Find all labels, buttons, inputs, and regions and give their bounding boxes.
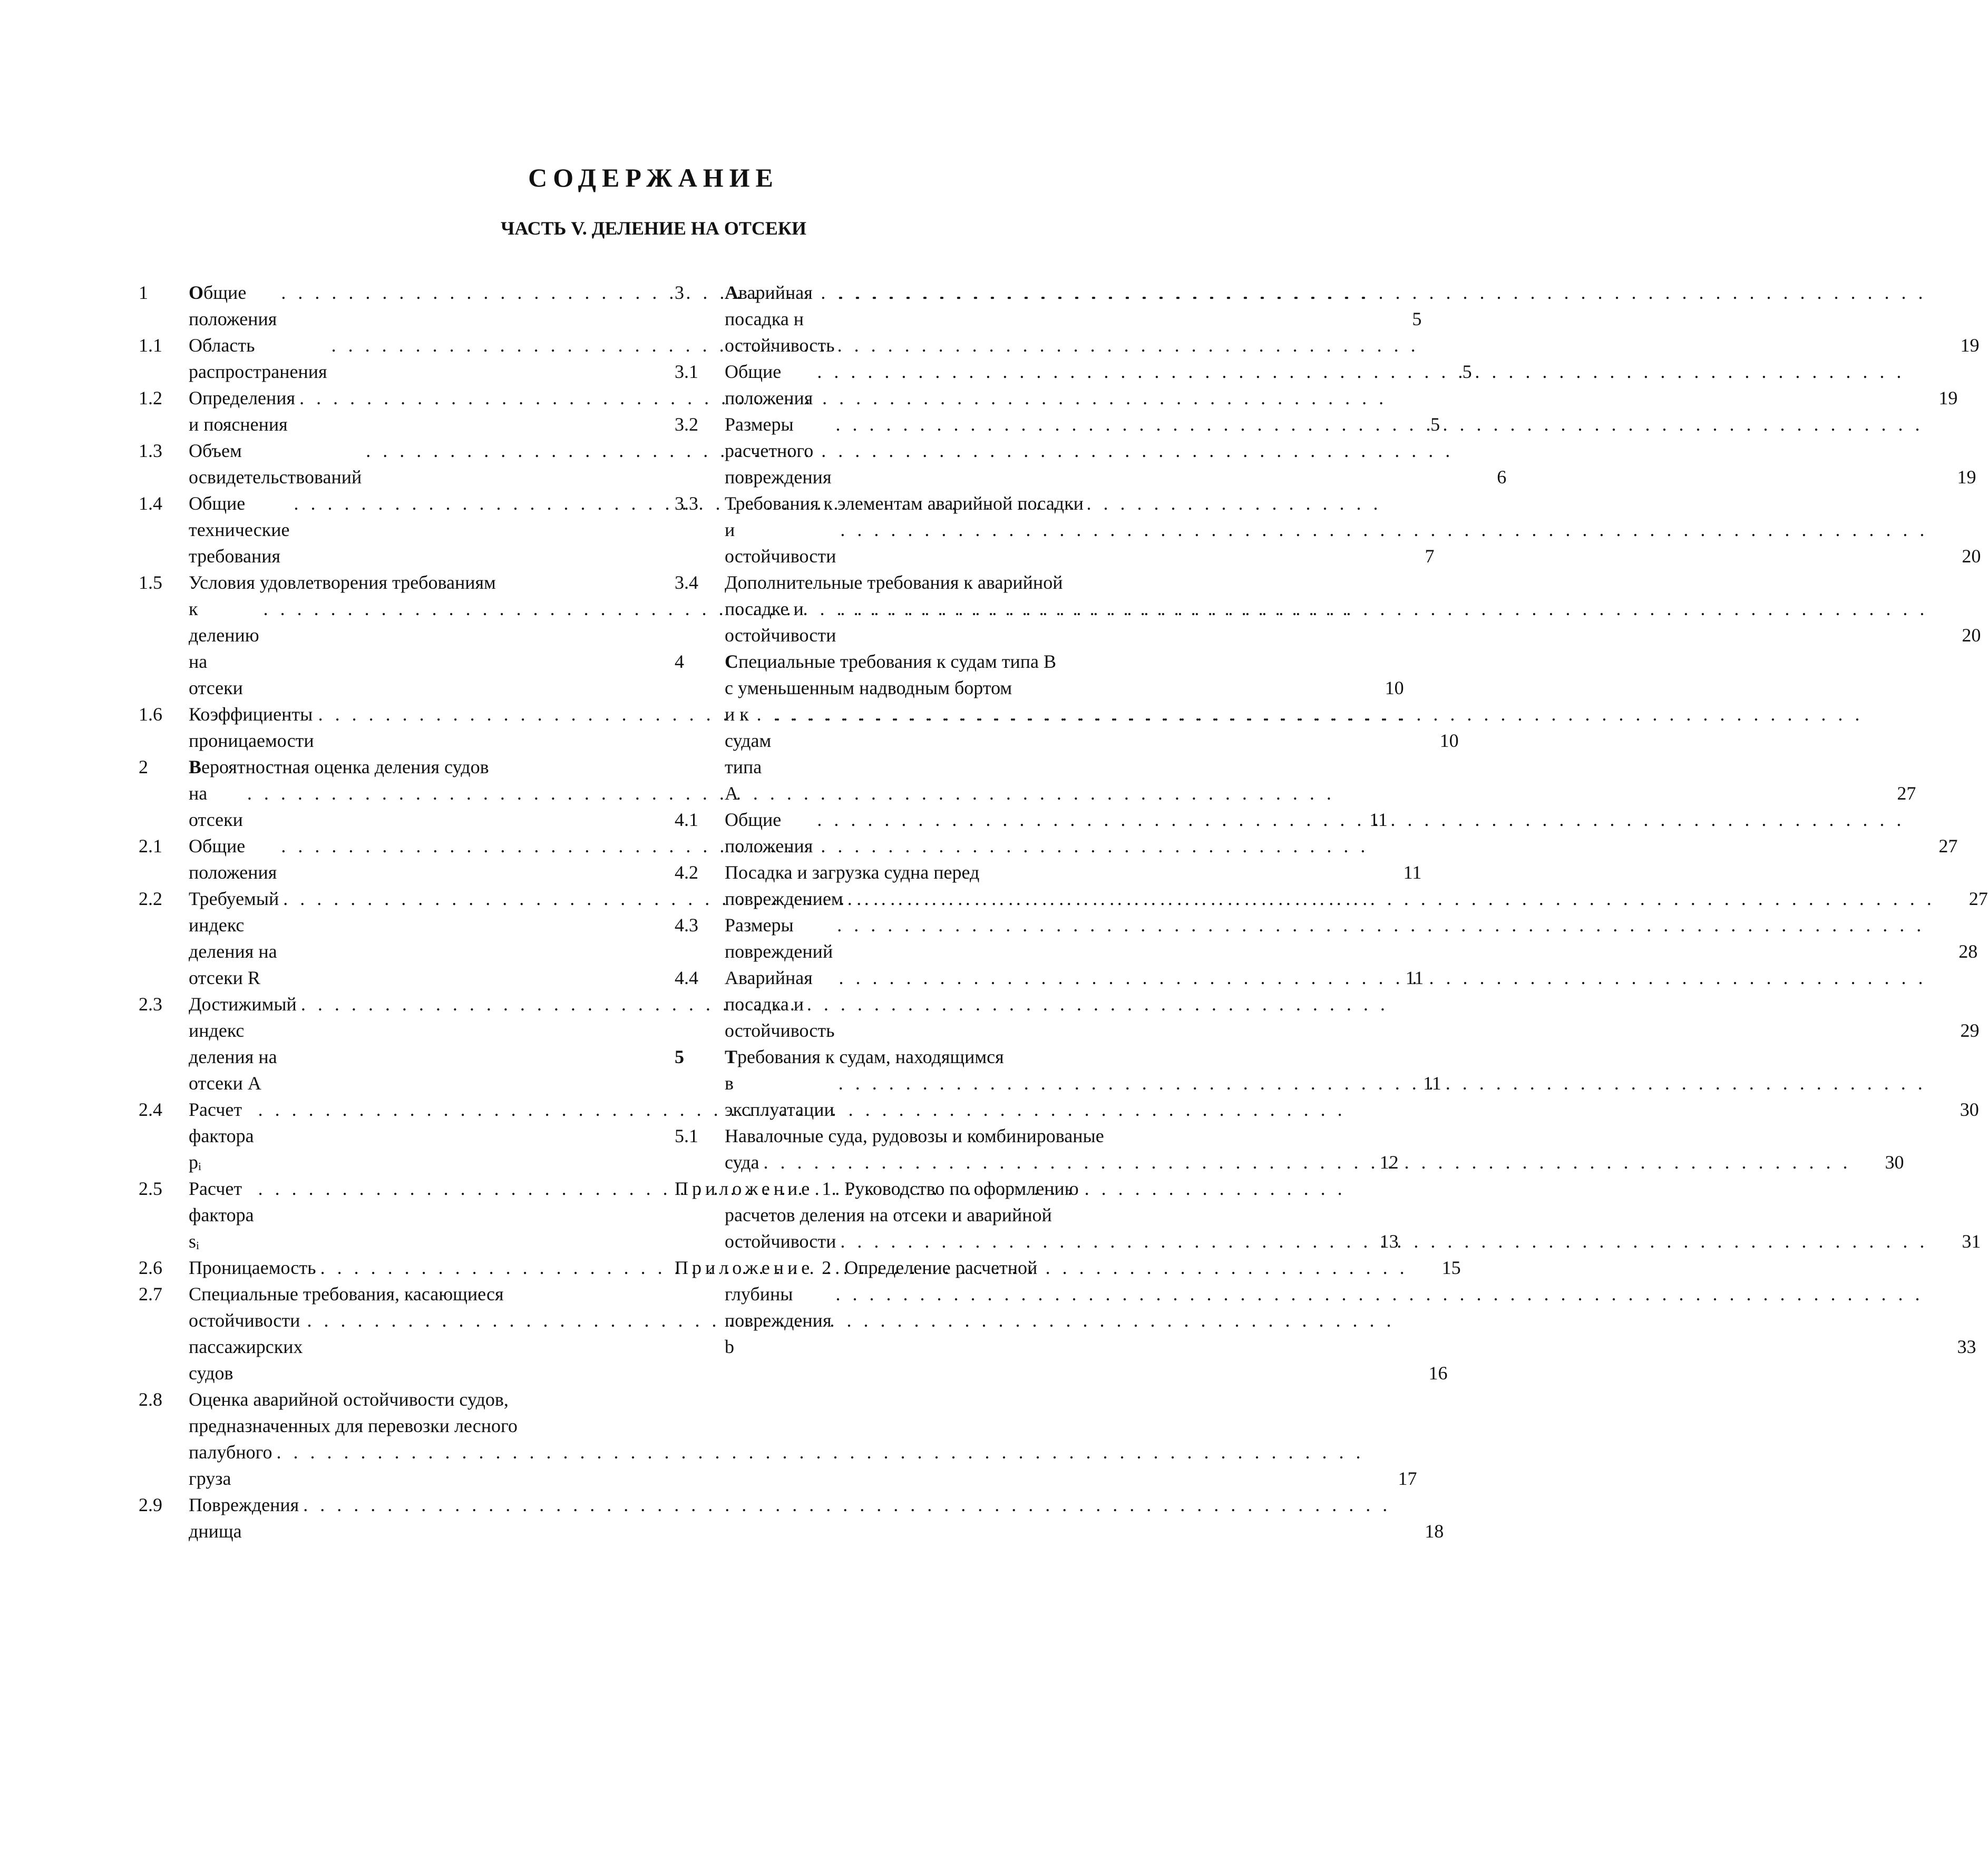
toc-entry-text: Аварийная посадка н остойчивость bbox=[725, 282, 835, 356]
toc-entry-text: Повреждения днища bbox=[189, 1494, 299, 1542]
toc-entry-line bbox=[725, 806, 1905, 859]
toc-entry-title bbox=[725, 648, 1863, 806]
page-title: СОДЕРЖАНИЕ bbox=[528, 163, 779, 192]
toc-entry-line bbox=[189, 1492, 1391, 1544]
toc-entry-text: Расчет фактора pᵢ bbox=[189, 1099, 254, 1173]
toc-entry-line bbox=[675, 1202, 1928, 1228]
toc-entry-line bbox=[189, 1413, 1365, 1439]
toc-entry-number: 5 bbox=[675, 1046, 684, 1067]
toc-entry-title bbox=[725, 569, 1928, 648]
toc-entry-text: с уменьшенным надводным бортом bbox=[725, 677, 1012, 698]
toc-entry-text: Навалочные суда, рудовозы и комбинированые bbox=[725, 1125, 1104, 1146]
toc-entry-number: 2.1 bbox=[139, 835, 162, 857]
toc-entry-page: 11 bbox=[1369, 809, 1388, 830]
toc-entry-number: 4.3 bbox=[675, 914, 698, 936]
toc-entry-text: предназначенных для перевозки лесного bbox=[189, 1415, 518, 1436]
toc-entry-title bbox=[725, 1044, 1926, 1123]
toc-entry-text: суда bbox=[725, 1152, 759, 1173]
toc-entry-page: 30 bbox=[1960, 1099, 1979, 1120]
toc-entry-page: 30 bbox=[1885, 1152, 1904, 1173]
toc-entry[interactable] bbox=[675, 358, 1958, 411]
toc-entry-line bbox=[725, 965, 1927, 1044]
toc-entry-text: на отсеки bbox=[189, 783, 243, 830]
toc-entry-page: 15 bbox=[1441, 1257, 1461, 1278]
toc-appendix-title bbox=[675, 1175, 1928, 1254]
toc-entry-page: 17 bbox=[1398, 1468, 1417, 1489]
toc-entry-number: 4.2 bbox=[675, 862, 698, 883]
toc-entry-page: 11 bbox=[1405, 967, 1424, 988]
toc-entry-number: 4 bbox=[675, 651, 684, 672]
dot-leader bbox=[835, 965, 1927, 991]
toc-entry-line bbox=[725, 675, 1863, 701]
toc-appendix-title bbox=[675, 1254, 1924, 1360]
toc-entry-page: 19 bbox=[1938, 387, 1958, 408]
toc-entry-text: Расчет фактора sᵢ bbox=[189, 1178, 254, 1252]
toc-entry-page: 5 bbox=[1462, 361, 1472, 382]
toc-entry[interactable] bbox=[139, 1492, 1444, 1544]
toc-entry-line bbox=[725, 596, 1928, 648]
toc-entry-number: 2.4 bbox=[139, 1099, 162, 1120]
toc-entry-text: Специальные требования, касающиеся bbox=[189, 1283, 504, 1305]
dot-leader bbox=[299, 1492, 1391, 1518]
toc-entry-line bbox=[725, 517, 1928, 569]
toc-entry-line bbox=[725, 1123, 1851, 1149]
toc-entry-page: 10 bbox=[1385, 677, 1404, 698]
dot-leader bbox=[832, 411, 1924, 437]
toc-entry-text: Общие положения bbox=[189, 282, 277, 329]
toc-entry-text: Оценка аварийной остойчивости судов, bbox=[189, 1389, 509, 1410]
toc-entry-text: Общие технические требования bbox=[189, 493, 290, 567]
toc-entry-number: 2.8 bbox=[139, 1389, 162, 1410]
toc-entry-page: 31 bbox=[1962, 1231, 1981, 1252]
toc-entry-page: 20 bbox=[1962, 546, 1981, 567]
toc-entry-text: . Определение расчетной bbox=[835, 1257, 1038, 1278]
toc-entry-line bbox=[725, 569, 1928, 596]
toc-entry-title bbox=[189, 1492, 1391, 1544]
toc-entry-number: 3.4 bbox=[675, 572, 698, 593]
toc-entry-title bbox=[725, 806, 1905, 859]
toc-entry-page: 5 bbox=[1412, 308, 1422, 329]
toc-entry-title bbox=[725, 411, 1924, 490]
toc-entry-line bbox=[725, 279, 1927, 358]
toc-entry-text: расчетов деления на отсеки и аварийной bbox=[725, 1204, 1052, 1225]
toc-entry-line bbox=[725, 912, 1925, 965]
toc-entry-page: 7 bbox=[1425, 546, 1435, 567]
toc-entry-text: Общие положения bbox=[725, 809, 813, 857]
toc-entry[interactable] bbox=[675, 279, 1980, 358]
toc-entry-page: 27 bbox=[1897, 783, 1916, 804]
toc-entry-number: 1.3 bbox=[139, 440, 162, 461]
toc-entry-line bbox=[675, 1228, 1928, 1254]
toc-entry-text: в эксплуатации bbox=[725, 1073, 834, 1120]
dot-leader bbox=[759, 1149, 1851, 1175]
toc-entry-title bbox=[725, 279, 1927, 358]
toc-entry-text: Размеры повреждений bbox=[725, 914, 833, 962]
toc-entry-title bbox=[725, 912, 1925, 965]
toc-entry-text: Определения и пояснения bbox=[189, 387, 296, 435]
dot-leader bbox=[834, 1070, 1926, 1096]
toc-entry-title bbox=[725, 965, 1927, 1044]
toc-entry-line bbox=[675, 1175, 1928, 1202]
toc-entry-text: Коэффициенты проницаемости bbox=[189, 704, 314, 751]
toc-entry-text: Вероятностная оценка деления судов bbox=[189, 756, 489, 777]
toc-entry-text: Общие положения bbox=[189, 835, 277, 883]
toc-entry[interactable] bbox=[675, 569, 1981, 648]
toc-entry-text: Требуемый индекс деления на отсеки R bbox=[189, 888, 279, 988]
toc-entry-number: 2.6 bbox=[139, 1257, 162, 1278]
toc-entry-page: 11 bbox=[1423, 1073, 1441, 1094]
toc-entry-page: 20 bbox=[1962, 625, 1981, 646]
toc-entry-line bbox=[725, 1070, 1926, 1123]
toc-entry-page: 18 bbox=[1425, 1521, 1444, 1542]
toc-entry[interactable] bbox=[675, 490, 1981, 569]
dot-leader bbox=[833, 912, 1925, 938]
toc-entry-text: Требования к судам, находящимся bbox=[725, 1046, 1004, 1067]
toc-entry-number: 5.1 bbox=[675, 1125, 698, 1146]
toc-entry-line bbox=[675, 1281, 1924, 1360]
toc-entry-number: 2.7 bbox=[139, 1283, 162, 1305]
toc-entry-text: Область распространения bbox=[189, 335, 327, 382]
toc-entry-number: 1.4 bbox=[139, 493, 162, 514]
toc-entry-number: 1.6 bbox=[139, 704, 162, 725]
toc-entry-line bbox=[725, 411, 1924, 490]
appendix-label: Приложение 1 bbox=[675, 1178, 835, 1199]
toc-entry-page: 13 bbox=[1379, 1231, 1399, 1252]
toc-entry-text: остойчивости bbox=[725, 1231, 836, 1252]
toc-entry-text: и к судам типа А bbox=[725, 704, 772, 804]
toc-entry-text: глубины повреждения b bbox=[725, 1283, 832, 1357]
toc-entry-page: 10 bbox=[1439, 730, 1459, 751]
toc-entry-text: Общие положения bbox=[725, 361, 813, 408]
toc-entry-title bbox=[725, 1123, 1851, 1175]
toc-entry-text: Дополнительные требования к аварийной bbox=[725, 572, 1063, 593]
toc-entry[interactable] bbox=[675, 912, 1978, 965]
toc-entry-page: 19 bbox=[1960, 335, 1980, 356]
dot-leader bbox=[771, 701, 1863, 727]
appendix-label: Приложение 2 bbox=[675, 1257, 835, 1278]
toc-entry-line bbox=[725, 885, 1935, 912]
toc-entry-text: Требования к элементам аварийной посадки bbox=[725, 493, 1084, 514]
toc-entry-text: остойчивости пассажирских судов bbox=[189, 1310, 303, 1384]
toc-entry-number: 1.2 bbox=[139, 387, 162, 408]
toc-entry-page: 28 bbox=[1958, 941, 1978, 962]
toc-entry-number: 4.1 bbox=[675, 809, 698, 830]
toc-entry-title bbox=[189, 1386, 1365, 1492]
toc-entry-page: 33 bbox=[1957, 1336, 1976, 1357]
dot-leader bbox=[843, 885, 1935, 912]
toc-entry-text: и остойчивости bbox=[725, 519, 836, 567]
toc-entry-text: Специальные требования к судам типа В bbox=[725, 651, 1056, 672]
toc-entry-text: повреждением bbox=[725, 888, 843, 909]
toc-entry-number: 2.3 bbox=[139, 994, 162, 1015]
toc-entry-line bbox=[725, 1044, 1926, 1070]
toc-entry-page: 29 bbox=[1960, 1020, 1980, 1041]
dot-leader bbox=[813, 806, 1905, 833]
toc-entry-line bbox=[725, 358, 1905, 411]
toc-entry-page: 27 bbox=[1938, 835, 1958, 857]
toc-entry-line bbox=[725, 490, 1928, 517]
toc-entry-text: . Руководство по оформлению bbox=[835, 1178, 1079, 1199]
dot-leader bbox=[836, 596, 1928, 622]
toc-entry-line bbox=[675, 1254, 1924, 1281]
toc-entry-text: к делению на отсеки bbox=[189, 598, 259, 698]
toc-entry-number: 3.1 bbox=[675, 361, 698, 382]
toc-entry[interactable] bbox=[139, 1386, 1417, 1492]
toc-entry-text: Размеры расчетного повреждения bbox=[725, 414, 832, 488]
dot-leader bbox=[832, 1281, 1924, 1307]
toc-entry-line bbox=[725, 648, 1863, 675]
toc-entry-text: Аварийная посадка и остойчивость bbox=[725, 967, 835, 1041]
toc-entry-number: 4.4 bbox=[675, 967, 698, 988]
toc-entry[interactable] bbox=[675, 411, 1976, 490]
toc-entry-number: 1 bbox=[139, 282, 148, 303]
toc-entry-title bbox=[725, 490, 1928, 569]
toc-entry-number: 2.9 bbox=[139, 1494, 162, 1515]
toc-entry-page: 11 bbox=[1403, 862, 1422, 883]
dot-leader bbox=[836, 517, 1928, 543]
toc-entry-text: Посадка и загрузка судна перед bbox=[725, 862, 980, 883]
toc-entry-page: 19 bbox=[1957, 466, 1976, 488]
toc-entry-text: Достижимый индекс деления на отсеки A bbox=[189, 994, 297, 1094]
dot-leader bbox=[836, 1228, 1928, 1254]
toc-entry-page: 27 bbox=[1968, 888, 1988, 909]
toc-entry-page: 6 bbox=[1497, 466, 1507, 488]
toc-entry-number: 1.1 bbox=[139, 335, 162, 356]
toc-entry-line bbox=[189, 1439, 1365, 1492]
toc-entry-line bbox=[189, 1386, 1365, 1413]
dot-leader bbox=[272, 1439, 1365, 1465]
toc-entry-number: 2.5 bbox=[139, 1178, 162, 1199]
toc-entry-number: 1.5 bbox=[139, 572, 162, 593]
toc-entry-text: посадке и остойчивости bbox=[725, 598, 836, 646]
dot-leader bbox=[835, 279, 1927, 306]
toc-entry-page: 16 bbox=[1428, 1363, 1448, 1384]
toc-entry-line bbox=[725, 859, 1935, 885]
toc-entry-number: 3.3 bbox=[675, 493, 698, 514]
toc-entry-title bbox=[725, 358, 1905, 411]
toc-entry-number: 2.2 bbox=[139, 888, 162, 909]
toc-entry-text: палубного груза bbox=[189, 1442, 272, 1489]
toc-entry-page: 12 bbox=[1379, 1152, 1399, 1173]
toc-entry-text: Проницаемость bbox=[189, 1257, 316, 1278]
toc-entry-number: 3 bbox=[675, 282, 684, 303]
dot-leader bbox=[813, 358, 1905, 385]
toc-entry-line bbox=[725, 701, 1863, 806]
toc-entry-title bbox=[725, 859, 1935, 912]
toc-entry-text: Условия удовлетворения требованиям bbox=[189, 572, 496, 593]
section-subtitle: ЧАСТЬ V. ДЕЛЕНИЕ НА ОТСЕКИ bbox=[500, 218, 807, 239]
toc-entry-line bbox=[725, 1149, 1851, 1175]
toc-entry-page: 5 bbox=[1430, 414, 1440, 435]
toc-entry-number: 3.2 bbox=[675, 414, 698, 435]
toc-entry-text: Объем освидетельствований bbox=[189, 440, 362, 488]
toc-entry-number: 2 bbox=[139, 756, 148, 777]
